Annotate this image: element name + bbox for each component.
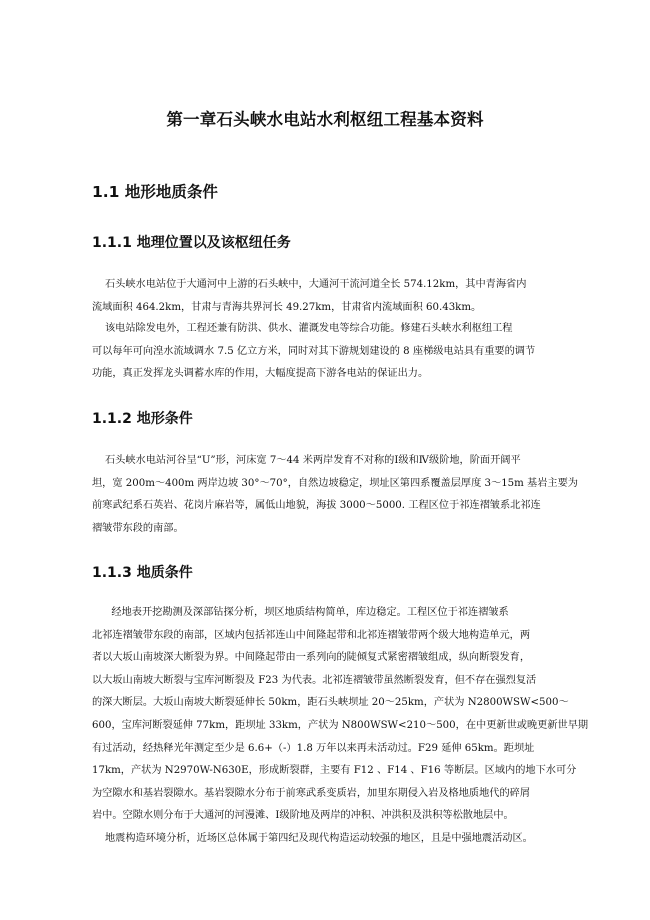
text-line: 岩中。空隙水则分布于大通河的河漫滩、Ⅰ级阶地及两岸的冲积、冲洪积及洪积等松散地层中。	[92, 810, 514, 822]
text-line: 流域面积 464.2km，甘肃与青海共界河长 49.27km，甘肃省内流域面积 60.43km。	[92, 301, 482, 313]
paragraph-terrain	[92, 450, 590, 540]
text-line: 地震构造环境分析，近场区总体属于第四纪及现代构造运动较强的地区，且是中强地震活动区。	[92, 832, 533, 844]
text-line: 石头峡水电站河谷呈“U”形，河床宽 7～44 米两岸发育不对称的Ⅰ级和Ⅳ级阶地，阶面开阔平	[92, 455, 521, 466]
text-line: 石头峡水电站位于大通河中上游的石头峡中，大通河干流河道全长 574.12km，其中青海省内	[92, 279, 527, 290]
text-line: 600，宝库河断裂延伸 77km，距坝址 33km，产状为 N800WSW<210～500，在中更新世或晚更新世早期	[92, 719, 589, 731]
text-line: 经地表开挖勘测及深部钻探分析，坝区地质结构简单，库边稳定。工程区位于祁连褶皱系	[92, 607, 509, 618]
text-line: 的深大断层。大坂山南坡大断裂延伸长 50km，距石头峡坝址 20～25km，产状为 N2800WSW<500～	[92, 697, 569, 709]
text-line: 该电站除发电外，工程还兼有防洪、供水、灌溉发电等综合功能。修建石头峡水利枢纽工程	[92, 323, 513, 334]
section-heading-1-1-2: 1.1.2 地形条件	[92, 411, 193, 427]
text-line: 可以每年可向湟水流域调水 7.5 亿立方米，同时对其下游规划建设的 8 座梯级电站具有重要的调节	[92, 345, 536, 357]
section-heading-1-1-1: 1.1.1 地理位置以及该枢纽任务	[92, 235, 291, 251]
chapter-title: 第一章石头峡水电站水利枢纽工程基本资料	[166, 110, 484, 129]
paragraph-geology	[92, 602, 590, 851]
text-line: 坦，宽 200m～400m 两岸边坡 30°～70°，自然边坡稳定，坝址区第四系覆盖层厚度 3～15m 基岩主要为	[92, 477, 578, 489]
text-line: 前寒武纪系石英岩、花岗片麻岩等，属低山地貌，海拔 3000～5000. 工程区位于祁连褶皱系北祁连	[92, 500, 541, 512]
text-line: 有过活动，经热释光年测定至少是 6.6+（-）1.8 万年以来再未活动过。F29 延伸 65km。距坝址	[92, 742, 535, 754]
text-line: 为空隙水和基岩裂隙水。基岩裂隙水分布于前寒武系变质岩，加里东期侵入岩及格地质地代的碎屑	[92, 787, 531, 799]
text-line: 以大坂山南坡大断裂与宝库河断裂及 F23 为代表。北祁连褶皱带虽然断裂发育，但不存在强烈复活	[92, 674, 537, 686]
text-line: 褶皱带东段的南部。	[92, 522, 184, 534]
text-line: 者以大坂山南坡深大断裂为界。中间隆起带由一系列向的陡倾复式紧密褶皱组成，纵向断裂发育，	[92, 652, 531, 664]
text-line: 功能，真正发挥龙头调蓄水库的作用，大幅度提高下游各电站的保证出力。	[92, 368, 429, 380]
paragraph-location	[92, 274, 590, 319]
section-heading-1-1-3: 1.1.3 地质条件	[92, 565, 193, 581]
text-line: 17km，产状为 N2970W-N630E，形成断裂群，主要有 F12 、F14 、F16 等断层。区域内的地下水可分	[92, 765, 577, 777]
text-line: 北祁连褶皱带东段的南部，区域内包括祁连山中间隆起带和北祁连褶皱带两个级大地构造单元，两	[92, 629, 531, 641]
paragraph-functions	[92, 318, 590, 386]
section-heading-1-1: 1.1 地形地质条件	[92, 183, 218, 201]
